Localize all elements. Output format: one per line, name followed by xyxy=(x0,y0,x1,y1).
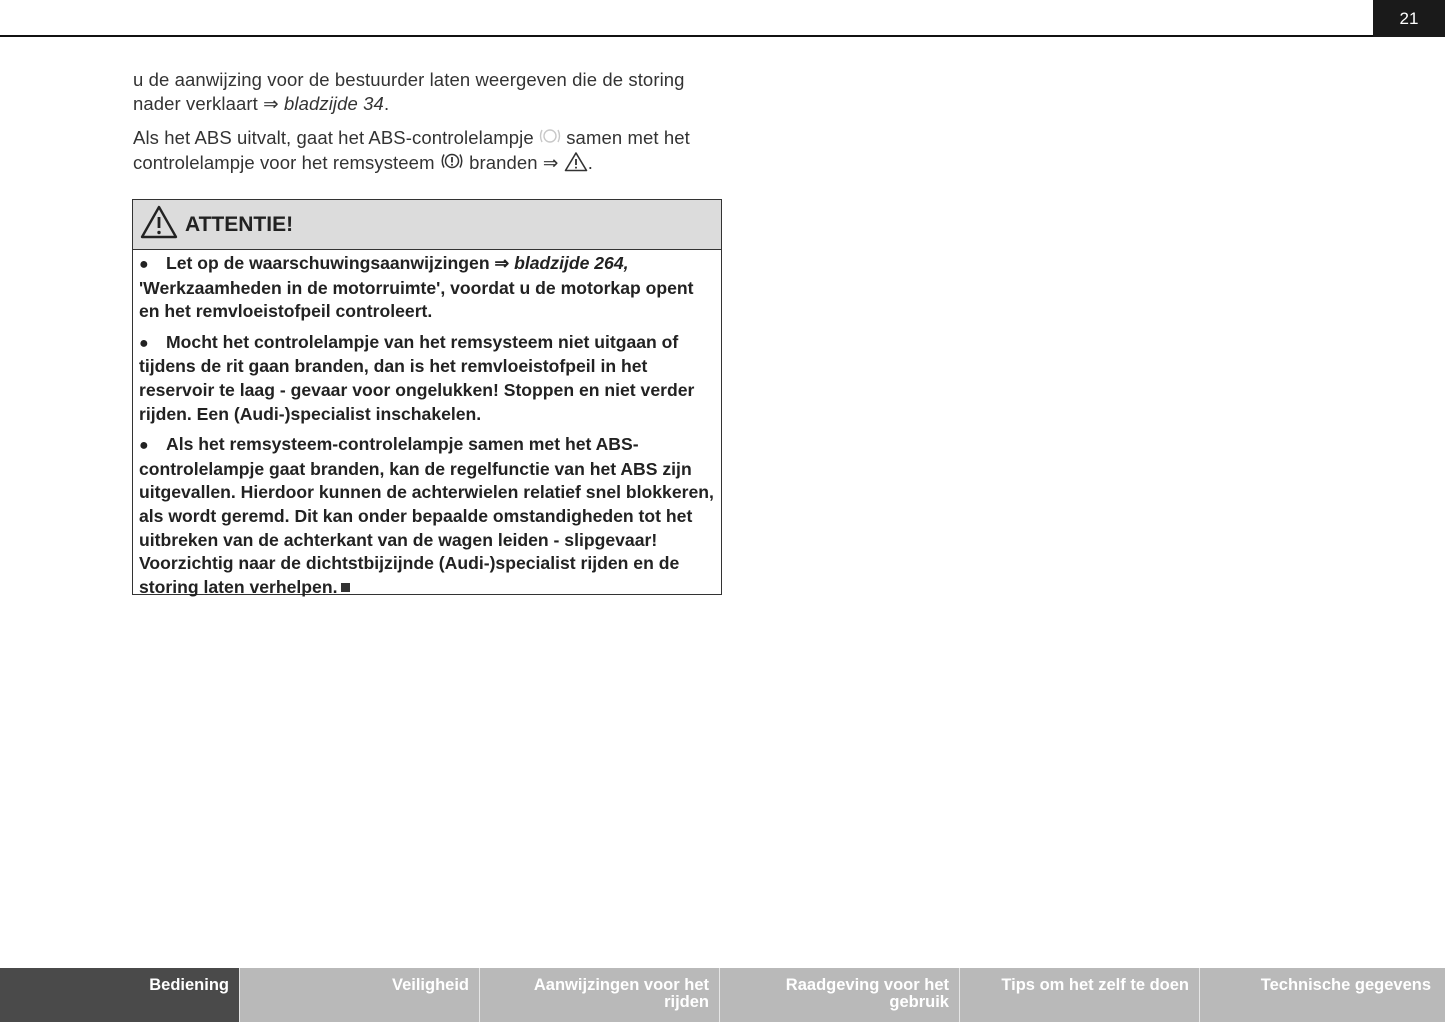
warning-item: ● Let op de waarschuwingsaanwijzingen ⇒ bladzijde 264, 'Werkzaamheden in de motorruimte', voordat u de motorkap opent en het remvloeistofpeil controleert. xyxy=(139,253,694,322)
body-text xyxy=(133,68,725,188)
tab-raadgeving-voor-het-gebruik[interactable]: Raadgeving voor het gebruik xyxy=(720,968,960,1022)
paragraph-storing: u de aanwijzing voor de bestuurder laten weergeven die de storing nader verklaart ⇒ bladzijde 34. xyxy=(133,69,685,114)
tab-aanwijzingen-voor-het-rijden[interactable]: Aanwijzingen voor het rijden xyxy=(480,968,720,1022)
page-number: 21 xyxy=(1373,0,1445,37)
warning-item: ● Mocht het controlelampje van het remsysteem niet uitgaan of tijdens de rit gaan branden, dan is het remvloeistofpeil in het reservoir te laag - gevaar voor ongelukken! Stoppen en niet verder rijden. Een (Audi-)specialist inschakelen. xyxy=(139,331,695,424)
warning-triangle-icon xyxy=(139,204,179,245)
warning-header xyxy=(133,200,721,250)
tab-technische-gegevens[interactable]: Technische gegevens xyxy=(1200,968,1445,1022)
warning-triangle-icon xyxy=(564,151,588,178)
top-rule xyxy=(0,35,1445,37)
page-reference: bladzijde 264, xyxy=(514,253,629,273)
abs-warning-lamp-icon xyxy=(539,127,561,151)
bullet-icon: ● xyxy=(139,256,149,273)
footer-nav xyxy=(0,968,1445,1022)
tab-veiligheid[interactable]: Veiligheid xyxy=(240,968,480,1022)
end-of-section-icon xyxy=(341,583,350,592)
tab-tips-om-het-zelf-te-doen[interactable]: Tips om het zelf te doen xyxy=(960,968,1200,1022)
bullet-icon: ● xyxy=(139,437,149,455)
brake-warning-lamp-icon xyxy=(440,152,464,176)
warning-title: ATTENTIE! xyxy=(185,212,294,236)
bullet-icon: ● xyxy=(139,334,149,352)
warning-box xyxy=(132,199,722,595)
paragraph-abs: Als het ABS uitvalt, gaat het ABS-controlelampje samen met het controlelampje voor het remsysteem branden ⇒ . xyxy=(133,126,725,177)
warning-item: ● Als het remsysteem-controlelampje samen met het ABS-controlelampje gaat branden, kan de regelfunctie van het ABS zijn uitgevallen. Hierdoor kunnen de achterwielen relatief snel blokkeren, als wordt geremd. Dit kan onder bepaalde omstandigheden tot het uitbreken van de achterkant van de wagen leiden - slipgevaar! Voorzichtig naar de dichtstbijzijnde (Audi-)specialist rijden en de storing laten verhelpen. xyxy=(139,434,714,597)
tab-bediening[interactable]: Bediening xyxy=(0,968,240,1022)
warning-body xyxy=(133,250,721,599)
page-reference: bladzijde 34 xyxy=(283,92,384,114)
